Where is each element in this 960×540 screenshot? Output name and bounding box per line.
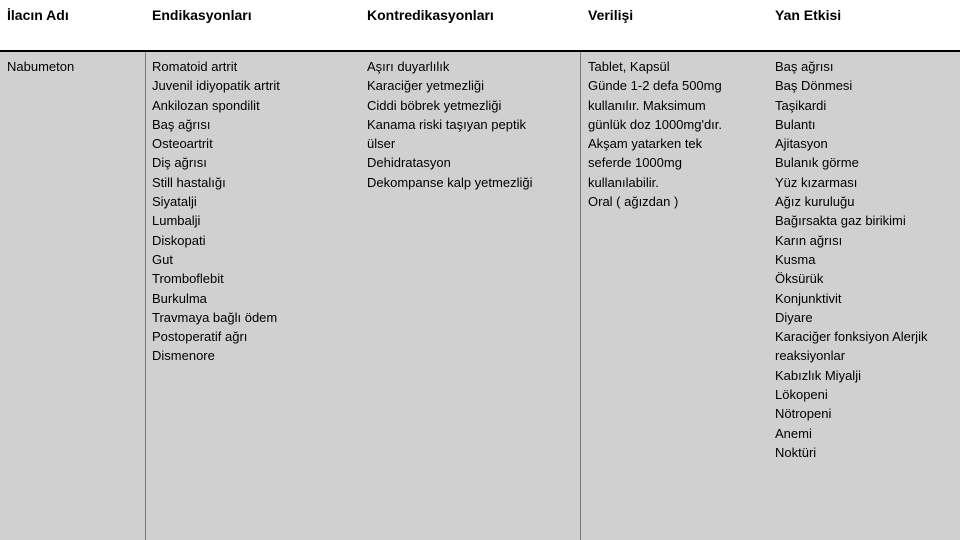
header-side-effects: Yan Etkisi (775, 7, 842, 23)
indication-item: Osteoartrit (152, 136, 213, 152)
side-effect-item: Noktüri (775, 444, 817, 460)
indication-item: Gut (152, 251, 173, 267)
side-effect-item: Konjunktivit (775, 290, 842, 306)
administration-line: günlük doz 1000mg'dır. (588, 116, 723, 132)
indication-item: Diskopati (152, 232, 206, 248)
header-indications: Endikasyonları (152, 7, 252, 23)
side-effect-item: Kabızlık Miyalji (775, 367, 861, 383)
indication-item: Ankilozan spondilit (152, 97, 260, 113)
header-contraindications: Kontredikasyonları (367, 7, 494, 23)
side-effect-item: Anemi (775, 425, 812, 441)
side-effect-item: Karın ağrısı (775, 232, 843, 248)
side-effect-item: Nötropeni (775, 406, 832, 422)
indication-item: Postoperatif ağrı (152, 329, 248, 345)
contraindication-item: ülser (367, 136, 396, 152)
indication-item: Diş ağrısı (152, 155, 207, 171)
administration-line: Akşam yatarken tek (588, 136, 703, 152)
indication-item: Lumbalji (152, 213, 201, 229)
administration-line: kullanılır. Maksimum (588, 97, 706, 113)
indication-item: Baş ağrısı (152, 116, 211, 132)
contraindication-item: Aşırı duyarlılık (367, 59, 450, 74)
administration-line: kullanılabilir. (588, 174, 659, 190)
table-row (0, 52, 960, 540)
administration-line: Oral ( ağızdan ) (588, 194, 679, 210)
cell-contraindications (360, 52, 580, 540)
administration-line: Günde 1-2 defa 500mg (588, 78, 722, 94)
indication-item: Still hastalığı (152, 174, 226, 190)
side-effect-item: Taşikardi (775, 97, 827, 113)
cell-indications (145, 52, 360, 540)
indication-item: Romatoid artrit (152, 59, 238, 74)
indication-item: Juvenil idiyopatik artrit (152, 78, 280, 94)
side-effect-item: Ajitasyon (775, 136, 828, 152)
drug-name: Nabumeton (7, 59, 75, 74)
side-effect-item: Öksürük (775, 271, 824, 287)
administration-line: Tablet, Kapsül (588, 59, 670, 74)
side-effect-item: Bulantı (775, 116, 816, 132)
contraindication-item: Dehidratasyon (367, 155, 451, 171)
contraindication-item: Dekompanse kalp yetmezliği (367, 174, 533, 190)
contraindication-item: Kanama riski taşıyan peptik (367, 116, 526, 132)
contraindication-item: Ciddi böbrek yetmezliği (367, 97, 502, 113)
table-header (0, 0, 960, 52)
side-effect-item: Diyare (775, 309, 813, 325)
contraindication-item: Karaciğer yetmezliği (367, 78, 485, 94)
indication-item: Siyatalji (152, 194, 197, 210)
header-administration: Verilişi (588, 7, 634, 23)
side-effect-item: Ağız kuruluğu (775, 194, 855, 210)
side-effect-item: Baş Dönmesi (775, 78, 853, 94)
cell-drug-name (0, 52, 145, 540)
side-effect-item: Yüz kızarması (775, 174, 858, 190)
administration-line: seferde 1000mg (588, 155, 682, 171)
side-effect-item: Karaciğer fonksiyon Alerjik (775, 329, 928, 345)
cell-administration (580, 52, 768, 540)
side-effect-item: reaksiyonlar (775, 348, 846, 364)
indication-item: Burkulma (152, 290, 207, 306)
cell-side-effects (768, 52, 960, 540)
indication-item: Travmaya bağlı ödem (152, 309, 278, 325)
side-effect-item: Baş ağrısı (775, 59, 834, 74)
side-effect-item: Kusma (775, 251, 816, 267)
side-effect-item: Bulanık görme (775, 155, 859, 171)
indication-item: Tromboflebit (152, 271, 224, 287)
side-effect-item: Lökopeni (775, 387, 828, 403)
indication-item: Dismenore (152, 348, 215, 364)
header-drug-name: İlacın Adı (7, 7, 69, 23)
side-effect-item: Bağırsakta gaz birikimi (775, 213, 906, 229)
